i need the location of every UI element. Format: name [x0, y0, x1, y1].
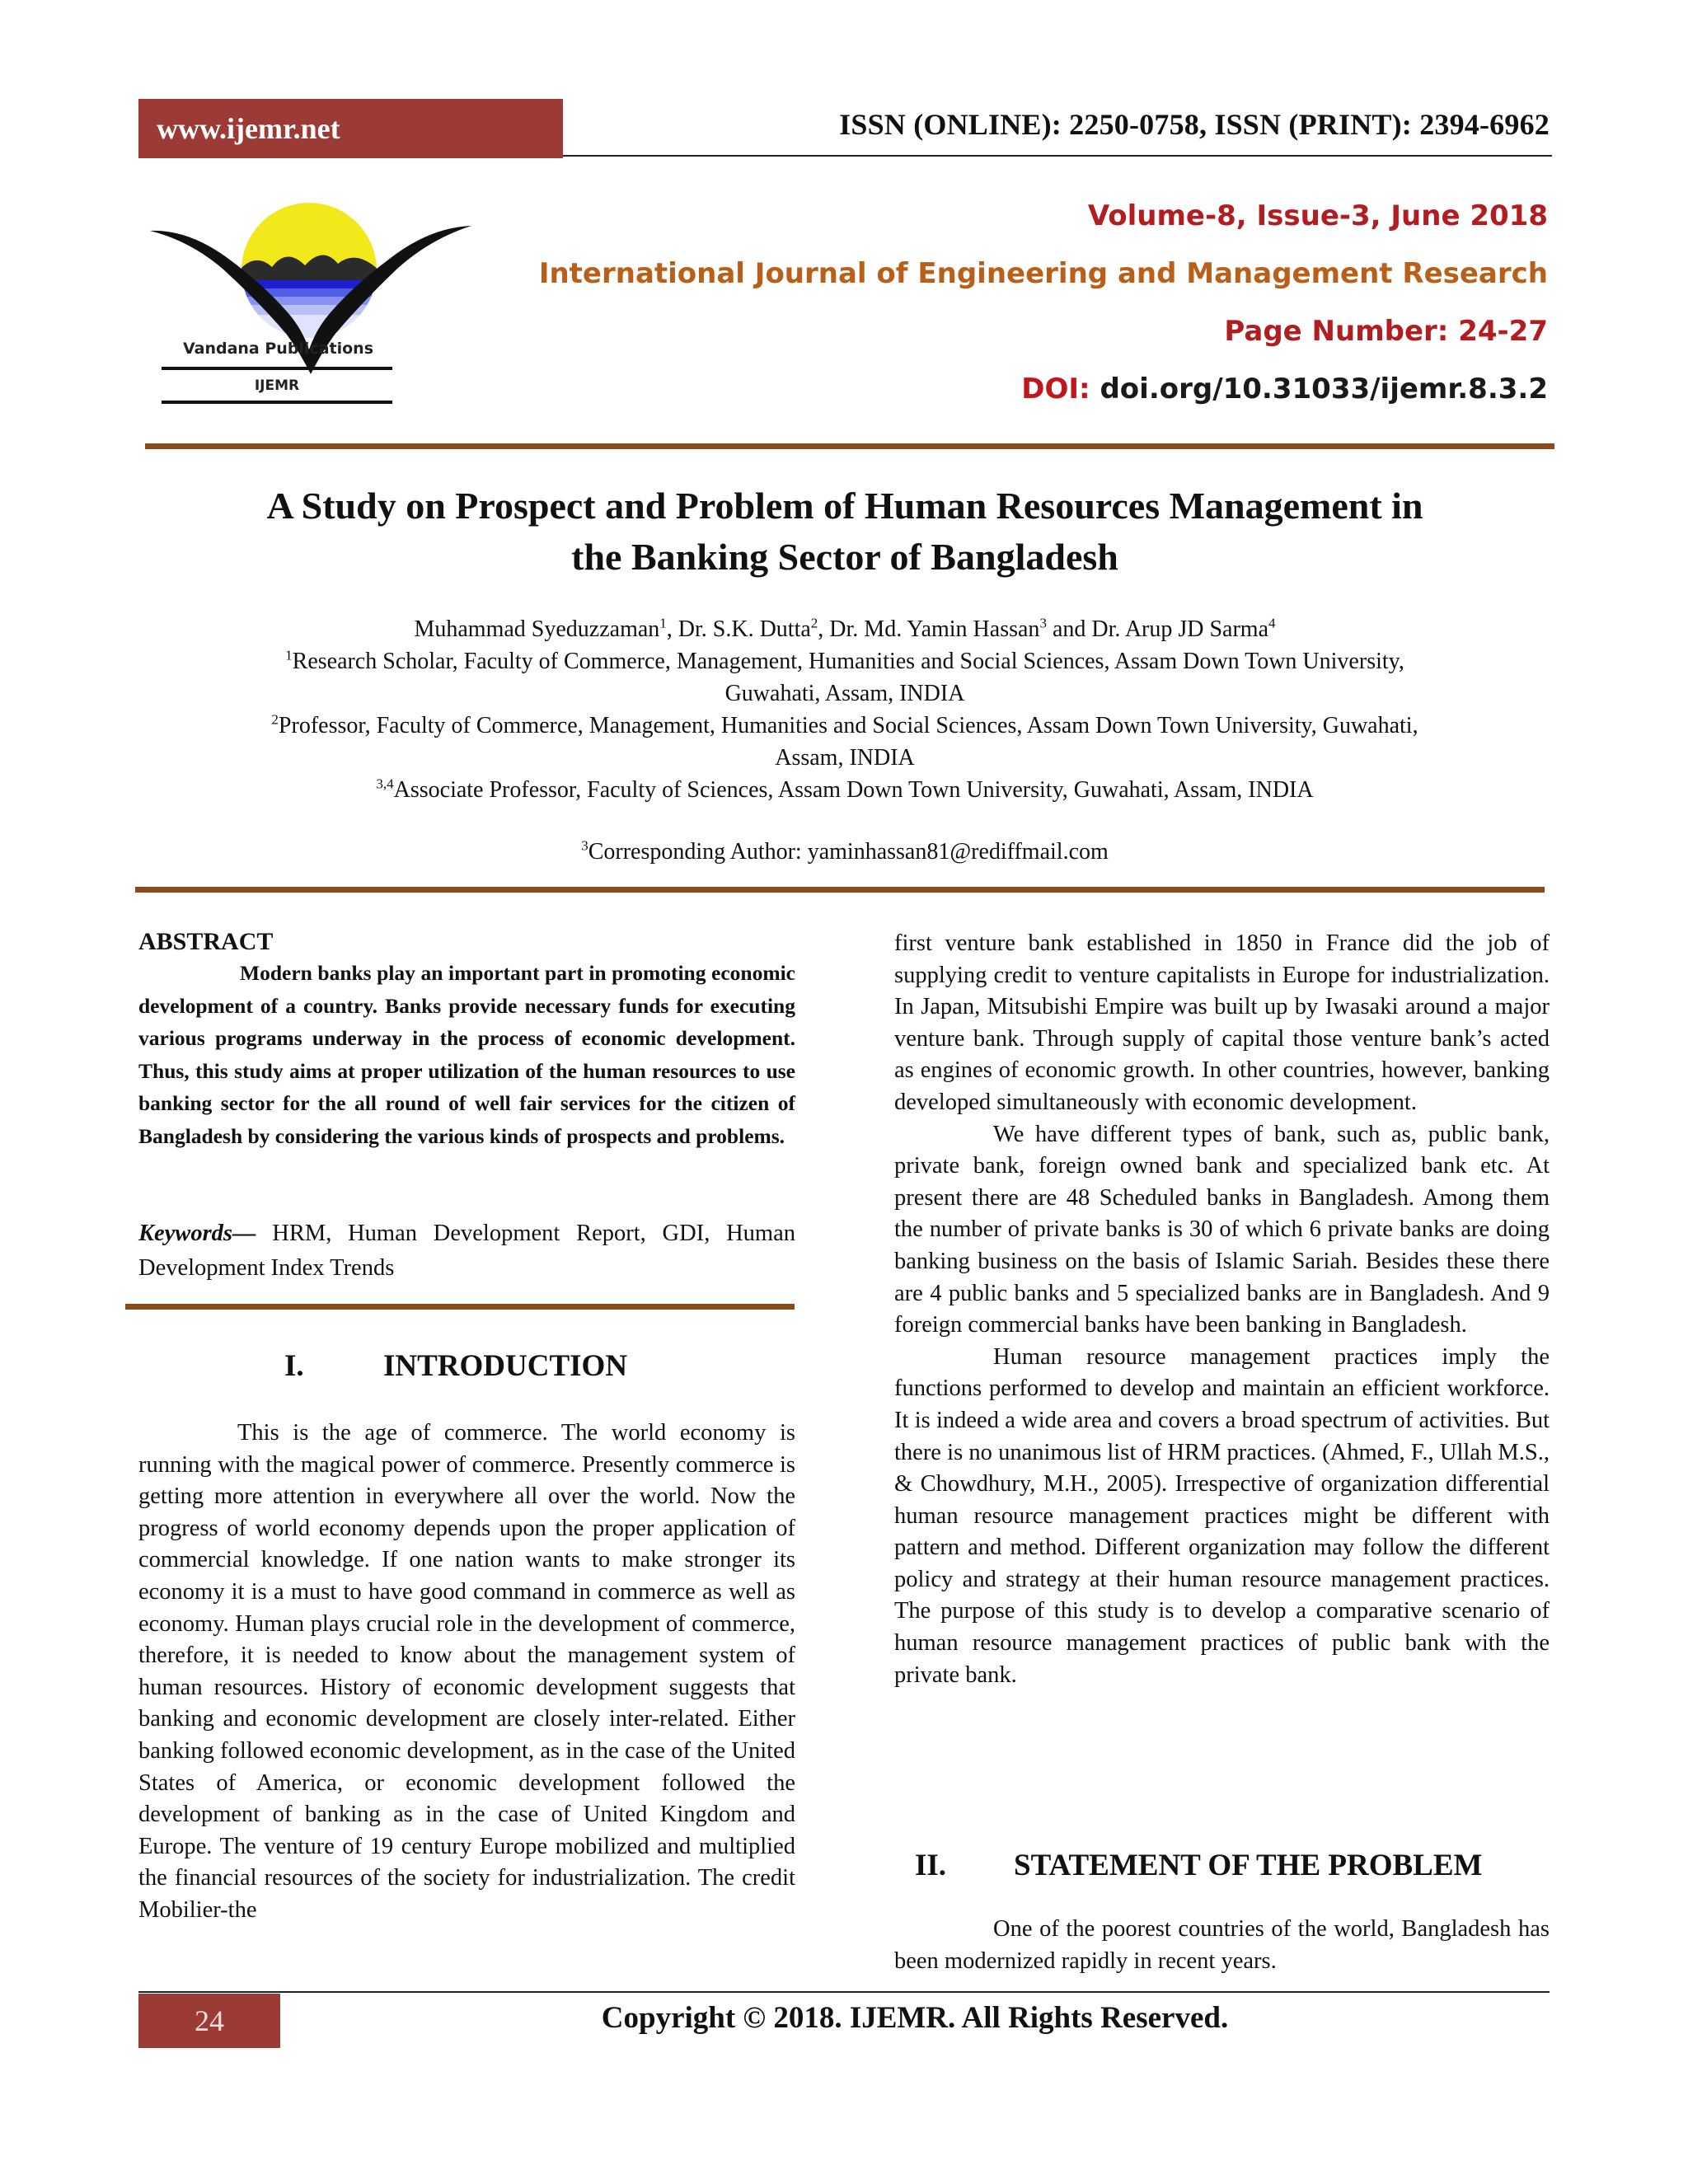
logo-publisher-name: Vandana Publications: [182, 340, 374, 358]
author-block: [140, 613, 1550, 806]
doi-line: [1021, 373, 1548, 405]
right-column-body: [894, 928, 1550, 1691]
paper-title: [140, 480, 1550, 583]
paragraph: We have different types of bank, such as, public bank, private bank, foreign owned bank and specialized bank etc. At present there are 48 Scheduled banks in Bangladesh. Among them the number of private banks is 30 of which 6 private banks are doing banking business on the basis of Islamic Sariah. Besides these there are 4 public banks and 5 specialized banks are in Bangladesh. And 9 foreign commercial banks have been banking in Bangladesh.: [894, 1121, 1550, 1338]
author-list: Muhammad Syeduzzaman$^1$, Dr. S.K. Dutta$^2$, Dr. Md. Yamin Hassan$^3$ and Dr. Arup JD Sarma$^4$: [414, 615, 1276, 642]
logo-abbreviation: IJEMR: [254, 377, 300, 394]
affiliation: $^2$Professor, Faculty of Commerce, Management, Humanities and Social Sciences, Assam Down Town University, Guwahati,: [271, 711, 1418, 738]
title-line: A Study on Prospect and Problem of Human Resources Management in: [266, 485, 1423, 527]
affiliation: Guwahati, Assam, INDIA: [724, 681, 965, 706]
section-title: STATEMENT OF THE PROBLEM: [1014, 1849, 1483, 1882]
section-title: INTRODUCTION: [383, 1349, 628, 1383]
title-line: the Banking Sector of Bangladesh: [571, 536, 1118, 578]
problem-body: [894, 1914, 1550, 1977]
keywords-list: HRM, Human Development Report, GDI, Human Development Index Trends: [138, 1221, 795, 1281]
abstract-heading: ABSTRACT: [138, 928, 274, 955]
website-link[interactable]: www.ijemr.net: [138, 99, 563, 158]
page-number: 24: [138, 1994, 280, 2048]
affiliation: $^1$Research Scholar, Faculty of Commerce, Management, Humanities and Social Sciences, Assam Down Town University,: [285, 647, 1404, 674]
paragraph: Human resource management practices imply the functions performed to develop and maintain an efficient workforce. It is indeed a wide area and covers a broad spectrum of activities. But there is no unanimous list of HRM practices. (Ahmed, F., Ullah M.S., & Chowdhury, M.H., 2005). Irrespective of organization differential human resource management practices might be different with pattern and method. Different organization may follow the different policy and strategy at their human resource management practices. The purpose of this study is to develop a comparative scenario of human resource management practices of public bank with the private bank.: [894, 1343, 1550, 1688]
keywords-label: Keywords—: [138, 1221, 256, 1246]
introduction-body: [138, 1418, 795, 1927]
issn-text: ISSN (ONLINE): 2250-0758, ISSN (PRINT): 2394-6962: [839, 108, 1550, 141]
footer-rule: [138, 1991, 1550, 1993]
section-heading-statement-of-problem: [915, 1848, 1558, 1886]
doi-link[interactable]: doi.org/10.31033/ijemr.8.3.2: [1100, 373, 1548, 405]
logo-rule: [162, 367, 392, 370]
page-number-range: Page Number: 24-27: [1224, 315, 1548, 348]
header-rule: [563, 155, 1552, 157]
copyright-notice: Copyright © 2018. IJEMR. All Rights Reserved.: [601, 2001, 1229, 2035]
affiliation: $^{3,4}$Associate Professor, Faculty of Sciences, Assam Down Town University, Guwahati, Assam, INDIA: [376, 776, 1314, 803]
section-rule: [145, 443, 1554, 449]
paragraph: first venture bank established in 1850 in France did the job of supplying credit to venture capitalists in Europe for industrialization. In Japan, Mitsubishi Empire was built up by Iwasaki around a major venture bank. Through supply of capital those venture bank’s acted as engines of economic growth. In other countries, however, banking developed simultaneously with economic development.: [894, 930, 1550, 1115]
abstract-rule: [125, 1304, 795, 1310]
abstract-body: Modern banks play an important part in promoting economic development of a country. Banks provide necessary funds for executing various programs underway in the process of economic development. Thus, this study aims at proper utilization of the human resources to use banking sector for the all round of well fair services for the citizen of Bangladesh by considering the various kinds of prospects and problems.: [138, 961, 795, 1148]
volume-issue: Volume-8, Issue-3, June 2018: [1087, 199, 1548, 232]
paragraph: This is the age of commerce. The world economy is running with the magical power of commerce. Presently commerce is getting more attention in everywhere all over the world. Now the progress of world economy depends upon the proper application of commercial knowledge. If one nation wants to make stronger its economy it is a must to have good command in commerce as well as economy. Human plays crucial role in the development of commerce, therefore, it is needed to know about the management system of human resources. History of economic development suggests that banking and economic development are closely inter-related. Either banking followed economic development, as in the case of the United States of America, or economic development followed the development of banking as in the case of United Kingdom and Europe. The venture of 19 century Europe mobilized and multiplied the financial resources of the society for industrialization. The credit Mobilier-the: [138, 1420, 795, 1923]
doi-label: DOI:: [1021, 373, 1090, 405]
section-number: II.: [915, 1849, 947, 1882]
section-rule: [135, 887, 1545, 893]
section-heading-introduction: [284, 1348, 779, 1386]
keywords: [138, 1216, 795, 1286]
logo-rule: [162, 401, 392, 404]
corresponding-author: $^3$Corresponding Author: yaminhassan81@rediffmail.com: [581, 837, 1109, 865]
paragraph: One of the poorest countries of the world, Bangladesh has been modernized rapidly in recent years.: [894, 1916, 1550, 1974]
section-number: I.: [284, 1349, 304, 1383]
journal-name: International Journal of Engineering and Management Research: [538, 257, 1548, 290]
affiliation: Assam, INDIA: [775, 745, 915, 771]
